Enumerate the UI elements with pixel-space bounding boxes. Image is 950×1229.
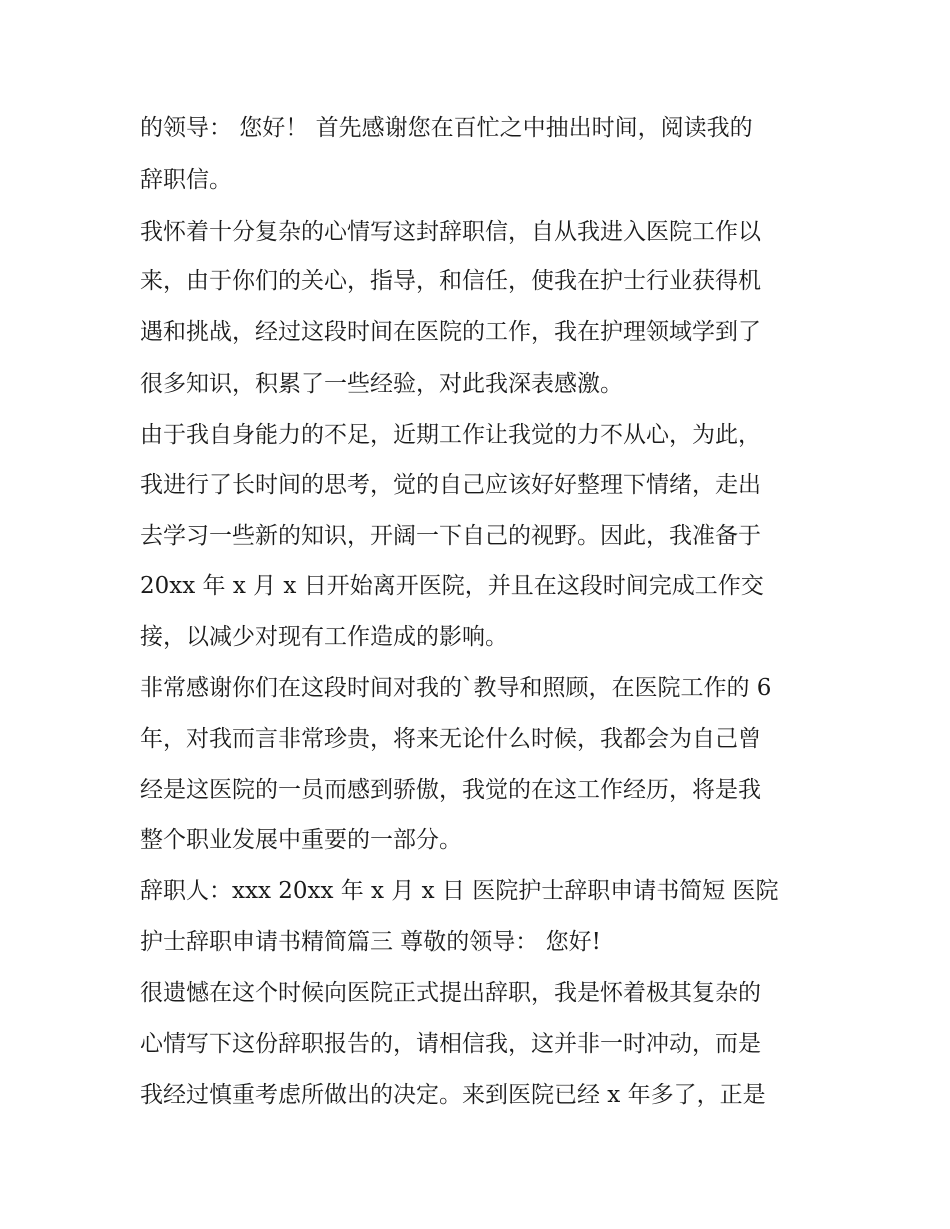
text-line: 去学习一些新的知识，开阔一下自己的视野。因此，我准备于 — [140, 523, 761, 549]
text-line: 我进行了长时间的思考，觉的自己应该好好整理下情绪，走出 — [140, 472, 761, 498]
text-line: 接，以减少对现有工作造成的影响。 — [140, 624, 508, 650]
text-line: 年，对我而言非常珍贵，将来无论什么时候，我都会为自己曾 — [140, 726, 761, 752]
text-line: 护士辞职申请书精简篇三 尊敬的领导： 您好! — [140, 929, 601, 955]
text-line: 非常感谢你们在这段时间对我的`教导和照顾，在医院工作的 6 — [140, 675, 772, 701]
text-line: 很遗憾在这个时候向医院正式提出辞职，我是怀着极其复杂的 — [140, 980, 761, 1006]
text-line: 我怀着十分复杂的心情写这封辞职信，自从我进入医院工作以 — [140, 219, 761, 245]
text-line: 经是这医院的一员而感到骄傲，我觉的在这工作经历，将是我 — [140, 777, 761, 803]
text-line: 很多知识，积累了一些经验，对此我深表感激。 — [140, 371, 623, 397]
text-line: 心情写下这份辞职报告的，请相信我，这并非一时冲动，而是 — [140, 1031, 761, 1057]
text-line: 遇和挑战，经过这段时间在医院的工作，我在护理领域学到了 — [140, 319, 761, 345]
text-line: 辞职信。 — [140, 167, 232, 193]
text-line: 20xx 年 x 月 x 日开始离开医院，并且在这段时间完成工作交 — [140, 573, 764, 599]
text-line: 来，由于你们的关心，指导，和信任，使我在护士行业获得机 — [140, 268, 761, 294]
text-line: 辞职人：xxx 20xx 年 x 月 x 日 医院护士辞职申请书简短 医院 — [140, 878, 779, 904]
text-line: 的领导： 您好！ 首先感谢您在百忙之中抽出时间，阅读我的 — [140, 115, 753, 141]
text-line: 整个职业发展中重要的一部分。 — [140, 827, 462, 853]
text-line: 由于我自身能力的不足，近期工作让我觉的力不从心，为此， — [140, 422, 761, 448]
text-line: 我经过慎重考虑所做出的决定。来到医院已经 x 年多了，正是 — [140, 1082, 766, 1108]
